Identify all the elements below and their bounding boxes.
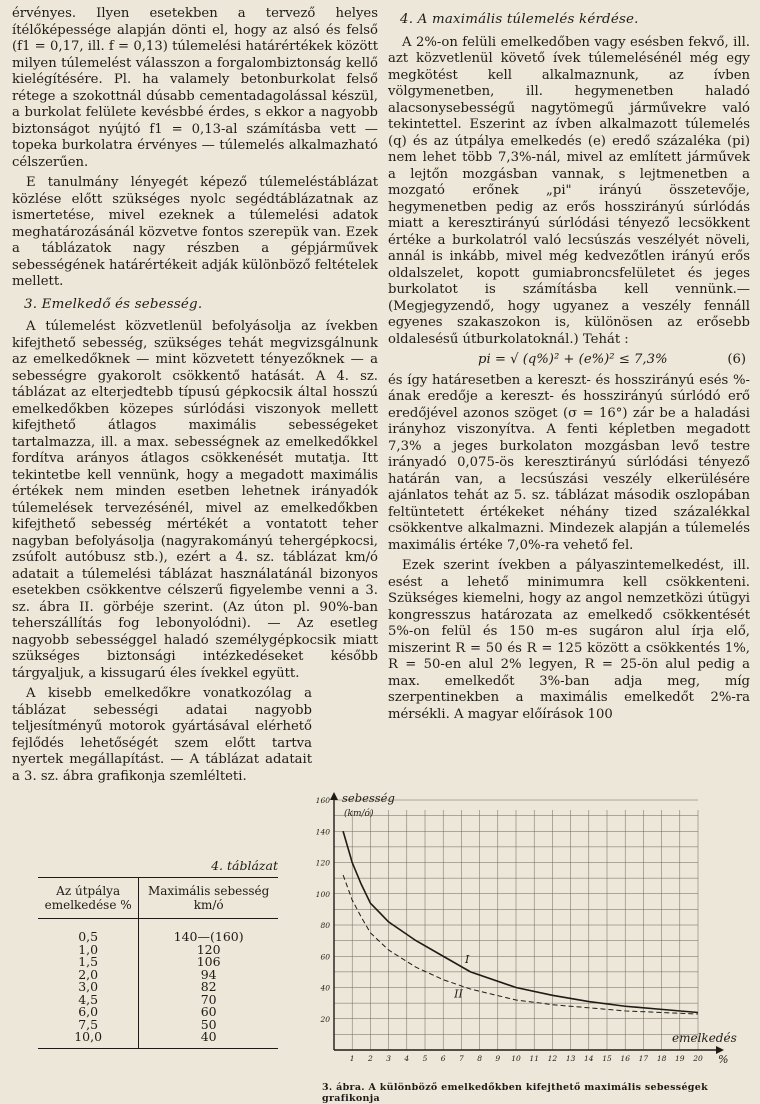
paragraph: és így határesetben a kereszt- és hosszirányú esés %-ának eredője a kereszt- és hosszirányú súrlódó erő eredőjével azonos szöget (σ = 16°) zár be a haladási irányhoz viszonyítva. A fenti képletben megadott 7,3% a jeges burkolaton mozgásban levő testre irányadó 0,075-ös keresztirányú súrlódási tényező határán van, a lecsúszási veszély elkerülésére ajánlatos tehát az 5. sz. táblázat második oszlopában feltüntetett értékeket néhány tized százalékkal csökkentve alkalmazni. Mindezek alapján a túlemelés maximális értéke 7,0%-ra vehető fel.: [388, 372, 750, 553]
paragraph: Ezek szerint ívekben a pályaszintemelkedést, ill. esést a lehető minimumra kell csökkenteni. Szükséges kiemelni, hogy az angol nemzetközi útügyi kongresszus határozata az emelkedő csökkentését 5%-on felül és 150 m-es sugáron alul írja elő, miszerint R = 50 és R = 125 között a csökkentés 1%, R = 50-en alul 2% legyen, R = 25-ön alul pedig a max. emelkedőt 3%-ban adja meg, míg szerpentinekben a maximális emelkedőt 2%-ra mérsékli. A magyar előírások 100: [388, 558, 750, 722]
speed-cell: 40: [139, 1031, 278, 1048]
speed-cell: 94: [200, 966, 217, 982]
x-axis-unit: %: [718, 1053, 729, 1066]
table-row: [38, 956, 278, 969]
x-tick-label: 13: [565, 1054, 576, 1063]
grade-cell: 1,5: [38, 956, 139, 969]
y-tick-label: 140: [315, 827, 330, 837]
x-tick-label: 18: [656, 1054, 667, 1063]
y-tick-label: 40: [320, 983, 330, 993]
y-tick-label: 160: [315, 796, 330, 805]
equation: [388, 352, 750, 369]
left-column: [12, 6, 378, 789]
paragraph: A túlemelést közvetlenül befolyásolja az ívekben kifejthető sebesség, szükséges tehát megvizsgálnunk az emelkedőknek — mint közvetett tényezőknek — a sebességre gyakorolt csökkentő hatását. A 4. sz. táblázat az elterjedtebb típusú gépkocsik által hosszú emelkedőkben közepes súrlódási viszonyok mellett kifejthető átlagos maximális sebességeket tartalmazza, ill. a max. sebességnek az emelkedőkkel fordítva arányos átlagos csökkenését mutatja. Itt tekintetbe kell vennünk, hogy a megadott maximális értékek nem minden esetben lehetnek irányadók túlemelések tervezésénél, mivel az emelkedőkben kifejthető sebesség mértékét a vontatott teher nagyban befolyásolja (nagyrakományú tehergépkocsi, zsúfolt autóbusz stb.), ezért a 4. sz. táblázat km/ó adatait a túlemelési táblázat használatánál bizonyos esetekben csökkentve célszerű figyelembe venni a 3. sz. ábra II. görbéje szerint. (Az úton pl. 90%-ban teherszállítás fog lebonyolódni). — Az esetleg nagyobb sebességgel haladó személygépkocsik miatt szükséges biztonsági intézkedéseket később tárgyaljuk, a kissugarú éles ívekkel együtt.: [12, 319, 378, 681]
grade-cell: 3,0: [38, 981, 139, 994]
data-table: [38, 877, 278, 1049]
grade-cell: 1,0: [38, 944, 139, 957]
x-tick-label: 20: [693, 1054, 703, 1063]
y-tick-label: 120: [315, 858, 330, 868]
x-tick-label: 16: [620, 1054, 630, 1063]
table-row: [38, 994, 278, 1007]
y-axis-arrow: [330, 792, 338, 800]
x-tick-label: 17: [638, 1054, 649, 1063]
x-tick-label: 10: [511, 1054, 521, 1063]
grade-cell: 4,5: [38, 994, 139, 1007]
speed-cell: 60: [200, 1004, 217, 1019]
y-tick-label: 60: [320, 952, 330, 962]
y-tick-label: 80: [320, 921, 330, 930]
table-row: [38, 919, 278, 944]
x-tick-label: 8: [477, 1054, 482, 1063]
x-tick-label: 3: [386, 1054, 391, 1063]
paragraph: A kisebb emelkedőkre vonatkozólag a táblázat sebességi adatai nagyobb teljesítményű motorok gyártásával elérhető fejlődés lehetőségét szem előtt tartva nyertek megállapítást. — A táblázat adatait a 3. sz. ábra grafikonja szemlélteti.: [12, 686, 312, 784]
series-line-I: [343, 831, 698, 1012]
x-tick-label: 15: [602, 1054, 612, 1063]
column-header-grade: Az útpálya emelkedése %: [38, 878, 139, 919]
y-tick-label: 100: [315, 889, 330, 899]
grade-cell: 6,0: [38, 1006, 139, 1019]
grade-cell: 2,0: [38, 969, 139, 982]
grade-cell: 0,5: [38, 919, 139, 944]
x-tick-label: 14: [584, 1054, 594, 1063]
speed-grade-chart: [300, 780, 740, 1080]
x-tick-label: 9: [495, 1054, 501, 1063]
paragraph: A 2%-on felüli emelkedőben vagy esésben fekvő, ill. azt közvetlenül követő ívek túlemelésénél még egy megkötést kell alkalmaznunk, az ívben völgymenetben, ill. hegymenetben haladó alacsonysebességű nagytömegű járművekre való tekintettel. Eszerint az ívben alkalmazott túlemelés (q) és az útpálya emelkedés (e) eredő százaléka (pi) nem lehet több 7,3%-nál, mivel az említett járművek a lejtőn mozgásban vannak, s lejtmenetben a mozgató erőnek „pi" irányú összetevője, hegymenetben pedig az erős hosszirányú súrlódás miatt a keresztirányú súrlódási tényező lecsökkent értéke a burkolatról való lecsúszás veszélyét növeli, annál is inkább, mivel még kedvezőtlen irányú erős oldalszelet, kopott gumiabroncsfelületet és jeges burkolatot is számításba kell vennünk.—(Megjegyzendő, hogy ugyanez a veszély fennáll egyenes szakaszokon is, különösen az erősebb oldalesésű útburkolatoknál.) Tehát :: [388, 34, 750, 347]
x-tick-label: 11: [529, 1054, 539, 1063]
speed-cell: 120: [196, 941, 221, 957]
equation-number: (6): [727, 352, 746, 367]
section-heading: 4. A maximális túlemelés kérdése.: [400, 12, 639, 27]
speed-cell: 82: [200, 979, 217, 994]
x-tick-label: 7: [459, 1054, 464, 1063]
series-label: I: [465, 952, 470, 966]
grade-cell: 7,5: [38, 1019, 139, 1032]
x-tick-label: 4: [404, 1054, 410, 1063]
x-tick-label: 2: [368, 1054, 373, 1063]
y-axis-label: sebesség: [342, 791, 395, 805]
table-row: [38, 1031, 278, 1048]
figure-caption: 3. ábra. A különböző emelkedőkben kifejthető maximális sebességek grafikonja: [322, 1082, 708, 1104]
table-row: [38, 944, 278, 957]
x-tick-label: 6: [440, 1054, 446, 1063]
paragraph: E tanulmány lényegét képező túlemeléstáblázat közlése előtt szükséges nyolc segédtáblázatnak az ismertetése, mivel ezeknek a túlemelési adatok meghatározásánál közvetve fontos szerepük van. Ezek a táblázatok nagy részben a gépjárművek sebességének határértékeit adják különböző feltételek mellett.: [12, 175, 378, 289]
x-tick-label: 1: [349, 1054, 355, 1063]
speed-cell: 140—(160): [173, 929, 244, 944]
series-line-II: [343, 875, 698, 1014]
speed-cell: 106: [196, 954, 221, 969]
table-4: [38, 858, 278, 1049]
y-axis-unit: (km/ó): [344, 809, 374, 819]
speed-cell: 70: [200, 991, 217, 1007]
series-label: II: [454, 987, 463, 1001]
x-tick-label: 5: [422, 1054, 428, 1063]
speed-cell: 50: [200, 1016, 217, 1032]
column-header-speed: Maximális sebesség km/ó: [139, 878, 278, 919]
grade-cell: 10,0: [38, 1031, 139, 1048]
x-tick-label: 19: [675, 1054, 685, 1063]
table-row: [38, 1006, 278, 1019]
table-caption: 4. táblázat: [211, 858, 278, 873]
paragraph: érvényes. Ilyen esetekben a tervező helyes ítélőképessége alapján dönti el, hogy az alsó és felső (f1 = 0,17, ill. f = 0,13) túlemelési határértékek között milyen túlemelést válasszon a forgalombiztonság kellő kielégítésére. Pl. ha valamely betonburkolat felső rétege a szokottnál dúsabb cementadagolással készül, a burkolat felülete kevésbbé érdes, s ekkor a nagyobb biztonságot nyújtó f1 = 0,13-al számításba vett — topeka burkolatra érvényes — túlemelés alkalmazható célszerűen.: [12, 6, 378, 170]
section-heading: 3. Emelkedő és sebesség.: [24, 296, 203, 312]
y-tick-label: 20: [320, 1014, 330, 1024]
equation-body: pi = √ (q%)² + (e%)² ≤ 7,3%: [478, 352, 668, 367]
right-column: [388, 6, 750, 727]
table-row: [38, 969, 278, 982]
x-tick-label: 12: [547, 1054, 558, 1063]
table-row: [38, 981, 278, 994]
x-axis-label: emelkedés: [672, 1031, 737, 1045]
